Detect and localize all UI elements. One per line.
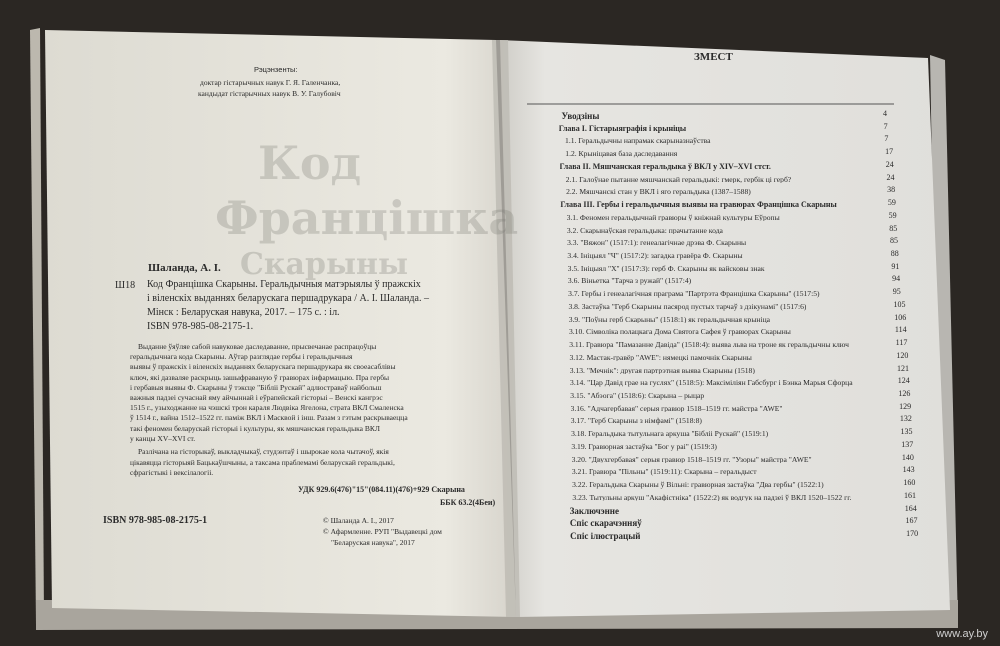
author-heading: Шаланда, А. І. [148, 262, 221, 274]
audience-line: Разлічана на гісторыкаў, выкладчыкаў, студэнтаў і шырокае кола чытачоў, якія [138, 447, 389, 456]
toc-page-number: 105 [893, 299, 906, 309]
toc-subsection: 3.20. "Двухгербавая" серыя гравюр 1518–1519 гг. "Узоры" майстра "AWE" [571, 455, 812, 464]
toc-section: Спіс скарачэнняў [569, 519, 642, 529]
toc-subsection: 3.23. Тытульны аркуш "Акафістніка" (1522:2) як водгук на падзеі ў ВКЛ 1520–1522 гг. [572, 493, 852, 502]
toc-page-number: 137 [901, 439, 914, 449]
toc-subsection: 3.2. Скарынаўская геральдыка: прачытанне кода [566, 226, 723, 235]
reviewer-2: кандыдат гістарычных навук В. У. Галубовіч [198, 89, 341, 98]
toc-page-number: 160 [903, 478, 916, 488]
toc-subsection: 2.1. Галоўнае пытанне мяшчанскай геральдыкі: гмерк, гербік ці герб? [565, 175, 792, 184]
abstract-line: ключ, які дазваляе раскрыць зашыфраваную ў гравюрах інфармацыю. Пра гербы [130, 372, 390, 382]
reviewer-1: доктар гістарычных навук Г. Я. Галенчанка, [200, 78, 341, 87]
toc-page-number: 121 [897, 363, 910, 373]
toc-page-number: 164 [904, 503, 917, 513]
toc-page-number: 114 [894, 325, 907, 335]
toc-page-number: 143 [902, 465, 915, 475]
copyright-design: © Афармленне. РУП "Выдавецкі дом [323, 527, 442, 536]
toc-section: Уводзіны [561, 112, 600, 121]
toc-subsection: 3.13. "Мечнік": другая партрэтная выява Скарыны (1518) [569, 366, 755, 375]
abstract-line: у канцы XV–XVI ст. [130, 433, 196, 443]
toc-page-number: 126 [898, 389, 911, 398]
toc-page-number: 95 [892, 287, 901, 297]
toc-subsection: 3.16. "Адчагербавая" серыя гравюр 1518–1519 гг. майстра "AWE" [570, 404, 783, 413]
toc-page-number: 85 [889, 236, 898, 246]
toc-page-number: 7 [884, 134, 889, 144]
toc-page-number: 4 [882, 109, 887, 118]
audience-line: цікавяцца гісторыяй Бацькаўшчыны, а таксама праблемамі беларускай геральдыкі, [130, 457, 395, 467]
bbk-code: ББК 63.2(4Беи) [440, 498, 496, 507]
toc-subsection: 3.9. "Поўны герб Скарыны" (1518:1) як геральдычная крыніца [568, 315, 771, 324]
toc-subsection: 3.7. Гербы і генеалагічная праграма "Партрэта Францішка Скарыны" (1517:5) [568, 290, 820, 298]
toc-subsection: 3.6. Віньетка "Тарча з ружай" (1517:4) [567, 277, 692, 286]
cover-watermark-line-1: Код [258, 136, 362, 190]
toc-chapter: Глава III. Гербы і геральдычныя выявы на гравюрах Францішка Скарыны [560, 201, 837, 210]
toc-subsection: 3.10. Сімволіка полацкага Дома Святога Сафея ў гравюрах Скарыны [568, 328, 791, 336]
toc-heading: ЗМЕСТ [694, 51, 733, 63]
copyright-publisher: "Беларуская навука", 2017 [331, 538, 415, 547]
toc-subsection: 3.21. Гравюра "Пільны" (1519:11): Скарына – геральдыст [571, 468, 757, 476]
site-watermark: www.ay.by [936, 628, 988, 640]
toc-page-number: 59 [888, 210, 897, 220]
isbn-bottom: ISBN 978-985-08-2175-1 [103, 515, 208, 526]
abstract-line: 1515 г., узыходжанне на чэшскі трон караля Людвіка Ягелона, страта ВКЛ Смаленска [130, 403, 404, 413]
toc-page-number: 129 [899, 401, 912, 411]
toc-subsection: 3.12. Мастак-гравёр "AWE": нямецкі памочнік Скарыны [569, 353, 752, 362]
toc-page-number: 140 [901, 452, 914, 462]
abstract-line: Выданне ўяўляе сабой навуковае даследаванне, прысвечанае распрацоўцы [138, 342, 377, 351]
toc-subsection: 3.4. Ініцыял "Ч" (1517:2): загадка гравёра Ф. Скарыны [567, 252, 743, 260]
toc-subsection: 3.17. "Герб Скарыны з німфамі" (1518:8) [570, 417, 702, 426]
toc-page-number: 24 [886, 172, 895, 182]
classification-code: Ш18 [115, 280, 136, 291]
toc-page-number: 91 [891, 261, 900, 271]
toc-subsection: 3.22. Геральдыка Скарыны ў Вільні: гравюрная застаўка "Два гербы" (1522:1) [572, 481, 824, 489]
toc-page-number: 106 [894, 312, 907, 322]
toc-page-number: 38 [887, 185, 896, 195]
toc-subsection: 3.18. Геральдыка тытульнага аркуша "Бібліі Рускай" (1519:1) [571, 430, 769, 438]
udk-code: УДК 929.6(476)"15"(084.11)(476)+929 Скарына [298, 485, 465, 494]
audience-line: сфрагістыкі і вексілалогіі. [130, 468, 214, 477]
toc-subsection: 3.15. "Абэога" (1518:6): Скарына – рыцар [570, 392, 705, 400]
isbn-line: ISBN 978-985-08-2175-1. [147, 321, 254, 332]
toc-chapter: Глава II. Мяшчанская геральдыка ў ВКЛ у XIV–XVI стст. [559, 162, 771, 171]
cover-edge-left [30, 28, 44, 625]
toc-page-number: 88 [890, 249, 899, 258]
abstract-line: такі феномен беларускай гісторыі і культуры, як мяшчанская геральдыка ВКЛ [130, 423, 380, 433]
toc-subsection: 3.3. "Вяжон" (1517:1): генеалагічнае дрэва Ф. Скарыны [567, 239, 747, 247]
abstract-line: і гербавыя выявы Ф. Скарыны ў тэксце "Бібліі Рускай" адлюстраваў найбольш [130, 382, 382, 392]
toc-page-number: 170 [906, 529, 919, 538]
toc-page-number: 117 [895, 338, 908, 348]
left-page [45, 30, 519, 617]
toc-section: Спіс ілюстрацый [570, 532, 641, 541]
toc-page-number: 17 [885, 147, 894, 157]
copyright-author: © Шаланда А. І., 2017 [323, 516, 394, 525]
toc-subsection: 2.2. Мяшчанскі стан у ВКЛ і яго геральдыка (1387–1588) [566, 188, 751, 196]
toc-page-number: 120 [896, 350, 909, 360]
cover-watermark-line-2: Францішка [215, 191, 519, 245]
toc-page-number: 167 [905, 516, 918, 526]
cover-watermark-line-3: Скарыны [240, 247, 409, 282]
toc-page-number: 94 [892, 274, 901, 284]
abstract-line: выявы ў пражскіх і віленскіх выданнях беларускага першадрукара як своеасаблівы [130, 362, 396, 372]
toc-page-number: 132 [899, 414, 912, 424]
toc-page-number: 85 [889, 223, 898, 233]
toc-subsection: 3.14. "Цар Давід грае на гуслях" (1518:5): Максіміліян Габсбург і Бэнка Марыя Сфорца [570, 379, 853, 387]
abstract-line: важныя падзеі сучаснай яму айчыннай і еўрапейскай гісторыі – Венскі кангрэс [130, 393, 383, 402]
toc-subsection: 3.19. Гравюрная застаўка "Бог у раі" (1519:3) [571, 442, 717, 451]
toc-page-number: 24 [885, 159, 894, 169]
abstract-line: ў 1514 г., вайна 1512–1522 гг. паміж ВКЛ і Масквой і інш. Разам з гэтым раскрываецца [130, 413, 408, 423]
reviewers-heading: Рэцэнзенты: [254, 65, 298, 74]
toc-page-number: 7 [883, 121, 888, 131]
toc-subsection: 3.11. Гравюра "Памазанне Давіда" (1518:4): выява льва на троне як геральдычны ключ [569, 341, 850, 349]
toc-page-number: 59 [887, 198, 896, 208]
toc-subsection: 3.8. Застаўка "Герб Скарыны пасярод пустых тарчаў з дзікунамі" (1517:6) [568, 302, 807, 311]
toc-page-number: 161 [904, 490, 917, 500]
toc-subsection: 3.1. Феномен геральдычнай гравюры ў кніжнай культуры Еўропы [566, 213, 780, 222]
abstract-line: геральдычнага кода Скарыны. Аўтар разглядае гербы і геральдычныя [130, 352, 353, 362]
toc-subsection: 1.1. Геральдычны напрамак скарыназнаўства [565, 137, 711, 146]
toc-subsection: 3.5. Ініцыял "Х" (1517:3): герб Ф. Скарыны як вайсковы знак [567, 264, 765, 273]
toc-section: Заключэнне [569, 506, 619, 516]
toc-page-number: 135 [900, 427, 913, 437]
toc-chapter: Глава I. Гістарыяграфія і крыніцы [558, 124, 687, 133]
title-line-1: Код Францішка Скарыны. Геральдычныя матэрыялы ў пражскіх [147, 279, 421, 290]
toc-page-number: 124 [897, 376, 910, 386]
title-line-2: і віленскіх выданнях беларускага першадрукара / А. І. Шаланда. – [147, 293, 429, 304]
toc-subsection: 1.2. Крыніцавая база даследавання [565, 150, 678, 158]
title-line-3: Мінск : Беларуская навука, 2017. – 175 с. : іл. [147, 307, 340, 318]
